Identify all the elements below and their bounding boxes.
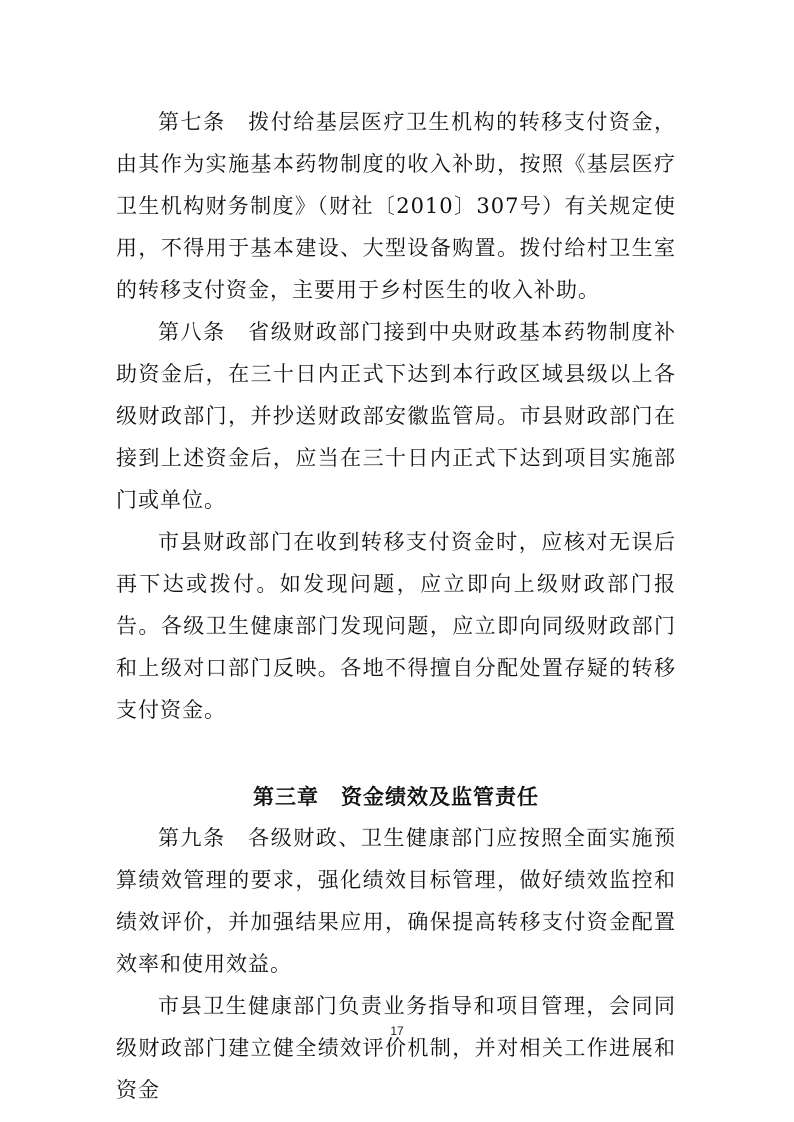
page-number: 17 [390, 1024, 404, 1038]
paragraph-county-finance: 市县财政部门在收到转移支付资金时，应核对无误后再下达或拨付。如发现问题，应立即向上级财政部门报告。各级卫生健康部门发现问题，应立即向同级财政部门和上级对口部门反映。各地不得擅自分配处置存疑的转移支付资金。 [116, 530, 676, 722]
document-body [116, 101, 676, 1111]
paragraph-article-7: 第七条 拨付给基层医疗卫生机构的转移支付资金，由其作为实施基本药物制度的收入补助，按照《基层医疗卫生机构财务制度》（财社〔2010〕307号）有关规定使用，不得用于基本建设、大型设备购置。拨付给村卫生室的转移支付资金，主要用于乡村医生的收入补助。 [116, 110, 676, 302]
chapter-heading: 第三章 资金绩效及监管责任 [253, 785, 539, 809]
paragraph-county-health: 市县卫生健康部门负责业务指导和项目管理，会同同级财政部门建立健全绩效评价机制，并对相关工作进展和资金 [116, 994, 676, 1102]
paragraph-article-9: 第九条 各级财政、卫生健康部门应按照全面实施预算绩效管理的要求，强化绩效目标管理，做好绩效监控和绩效评价，并加强结果应用，确保提高转移支付资金配置效率和使用效益。 [116, 826, 676, 976]
paragraph-article-8: 第八条 省级财政部门接到中央财政基本药物制度补助资金后，在三十日内正式下达到本行政区域县级以上各级财政部门，并抄送财政部安徽监管局。市县财政部门在接到上述资金后，应当在三十日内正式下达到项目实施部门或单位。 [116, 320, 676, 512]
